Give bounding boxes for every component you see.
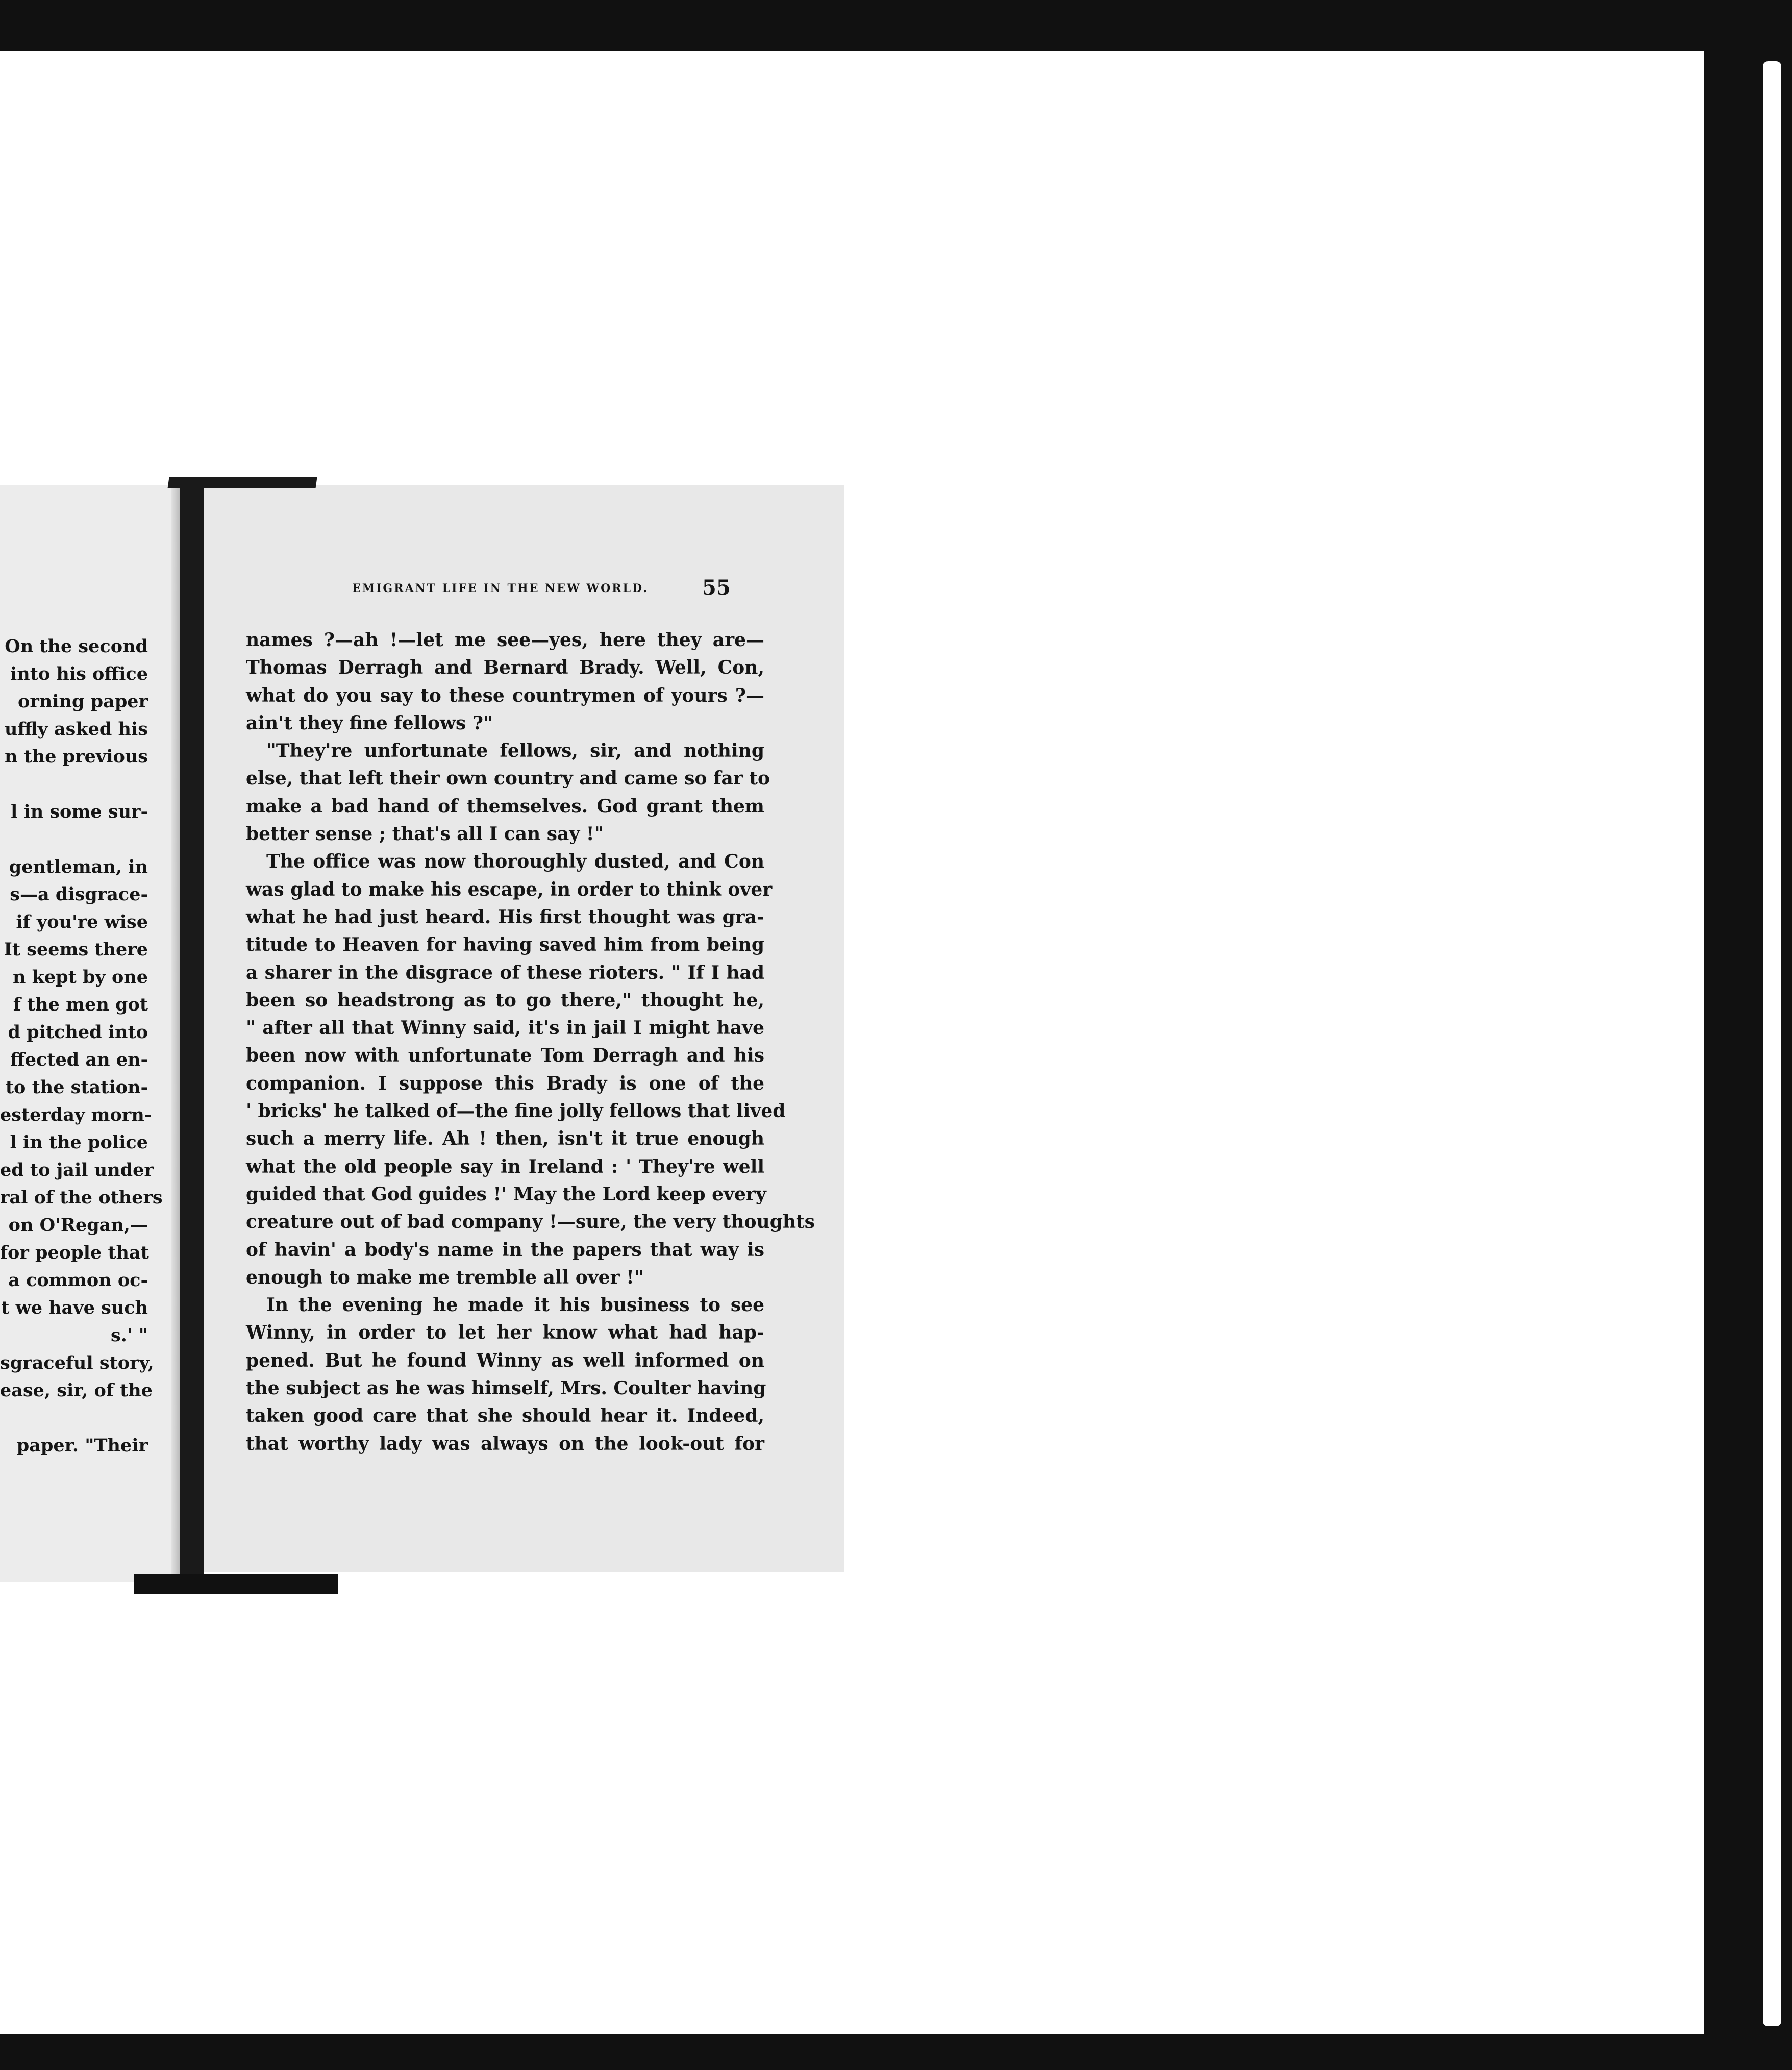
left-line: It seems there: [4, 939, 148, 960]
left-page-text: [0, 633, 163, 1460]
right-page-text: [246, 626, 815, 1458]
page-number: 55: [702, 576, 731, 600]
body-line: companion. I suppose this Brady is one of the: [246, 1072, 764, 1094]
left-line: ed to jail under: [0, 1160, 154, 1180]
left-line: t we have such: [1, 1297, 148, 1318]
film-border-bottom: [0, 2034, 1792, 2070]
body-line: guided that God guides !' May the Lord keep every: [246, 1183, 766, 1205]
body-line: creature out of bad company !—sure, the very thoughts: [246, 1211, 815, 1233]
body-line: "They're unfortunate fellows, sir, and nothing: [266, 740, 764, 762]
body-line: ain't they fine fellows ?": [246, 712, 493, 734]
page-clip-bottom: [134, 1574, 338, 1594]
left-line: if you're wise: [16, 911, 148, 932]
left-line: On the second: [5, 636, 148, 657]
body-line: of havin' a body's name in the papers that way is: [246, 1239, 764, 1261]
left-line: to the station-: [5, 1077, 148, 1098]
body-line: make a bad hand of themselves. God grant them: [246, 795, 764, 817]
left-line: gentleman, in: [9, 856, 148, 877]
body-line: titude to Heaven for having saved him from being: [246, 934, 764, 956]
left-line: d pitched into: [8, 1022, 148, 1043]
spine-shadow: [171, 485, 180, 1582]
left-line: into his office: [10, 663, 148, 684]
left-line: s—a disgrace-: [10, 884, 148, 905]
body-line: what do you say to these countrymen of yours ?—: [246, 684, 764, 706]
body-line: pened. But he found Winny as well informed on: [246, 1349, 764, 1371]
left-line: esterday morn-: [0, 1104, 152, 1125]
body-line: was glad to make his escape, in order to think over: [246, 878, 773, 900]
body-line: enough to make me tremble all over !": [246, 1266, 644, 1288]
body-line: taken good care that she should hear it. Indeed,: [246, 1405, 764, 1427]
left-line: for people that: [0, 1242, 149, 1263]
left-line: l in the police: [10, 1132, 148, 1153]
body-line: that worthy lady was always on the look-out for: [246, 1433, 764, 1455]
body-line: what he had just heard. His first thought was gra-: [246, 906, 764, 928]
body-line: Thomas Derragh and Bernard Brady. Well, Con,: [246, 657, 764, 679]
page-clip-top: [167, 477, 317, 488]
left-line: l in some sur-: [10, 801, 148, 822]
left-line: on O'Regan,—: [8, 1215, 148, 1236]
body-line: In the evening he made it his business to see: [266, 1294, 764, 1316]
left-line: ffected an en-: [10, 1049, 148, 1070]
body-line: been now with unfortunate Tom Derragh and his: [246, 1045, 764, 1067]
body-line: else, that left their own country and came so far to: [246, 768, 770, 790]
left-line: n kept by one: [12, 967, 148, 988]
film-edge-strip: [1763, 61, 1781, 2026]
film-border-top: [0, 0, 1792, 54]
left-line: [0, 1404, 148, 1432]
body-line: been so headstrong as to go there," thought he,: [246, 989, 764, 1011]
body-line: what the old people say in Ireland : ' They're well: [246, 1155, 764, 1177]
left-line: ral of the others: [0, 1187, 163, 1208]
left-line: uffly asked his: [4, 719, 148, 740]
left-line: n the previous: [4, 746, 148, 767]
body-line: names ?—ah !—let me see—yes, here they are—: [246, 629, 764, 651]
body-line: the subject as he was himself, Mrs. Coulter having: [246, 1377, 766, 1399]
left-line: [0, 826, 148, 853]
left-line: paper. "Their: [16, 1435, 148, 1456]
body-line: better sense ; that's all I can say !": [246, 823, 604, 845]
body-line: " after all that Winny said, it's in jail I might have: [246, 1017, 764, 1039]
left-line: sgraceful story,: [0, 1352, 154, 1373]
body-line: Winny, in order to let her know what had hap-: [246, 1322, 764, 1344]
body-line: The office was now thoroughly dusted, and Con: [266, 851, 764, 873]
left-line: orning paper: [18, 691, 148, 712]
body-line: a sharer in the disgrace of these rioters. " If I had: [246, 962, 764, 983]
left-line: f the men got: [13, 994, 148, 1015]
left-line: s.' ": [110, 1325, 148, 1346]
left-line: a common oc-: [8, 1270, 148, 1291]
book-spine: [180, 485, 204, 1582]
left-line: ease, sir, of the: [0, 1380, 153, 1401]
body-line: ' bricks' he talked of—the fine jolly fellows that lived: [246, 1100, 786, 1122]
body-line: such a merry life. Ah ! then, isn't it true enough: [246, 1128, 764, 1150]
left-line: [0, 771, 148, 798]
running-header: EMIGRANT LIFE IN THE NEW WORLD.: [352, 582, 649, 595]
